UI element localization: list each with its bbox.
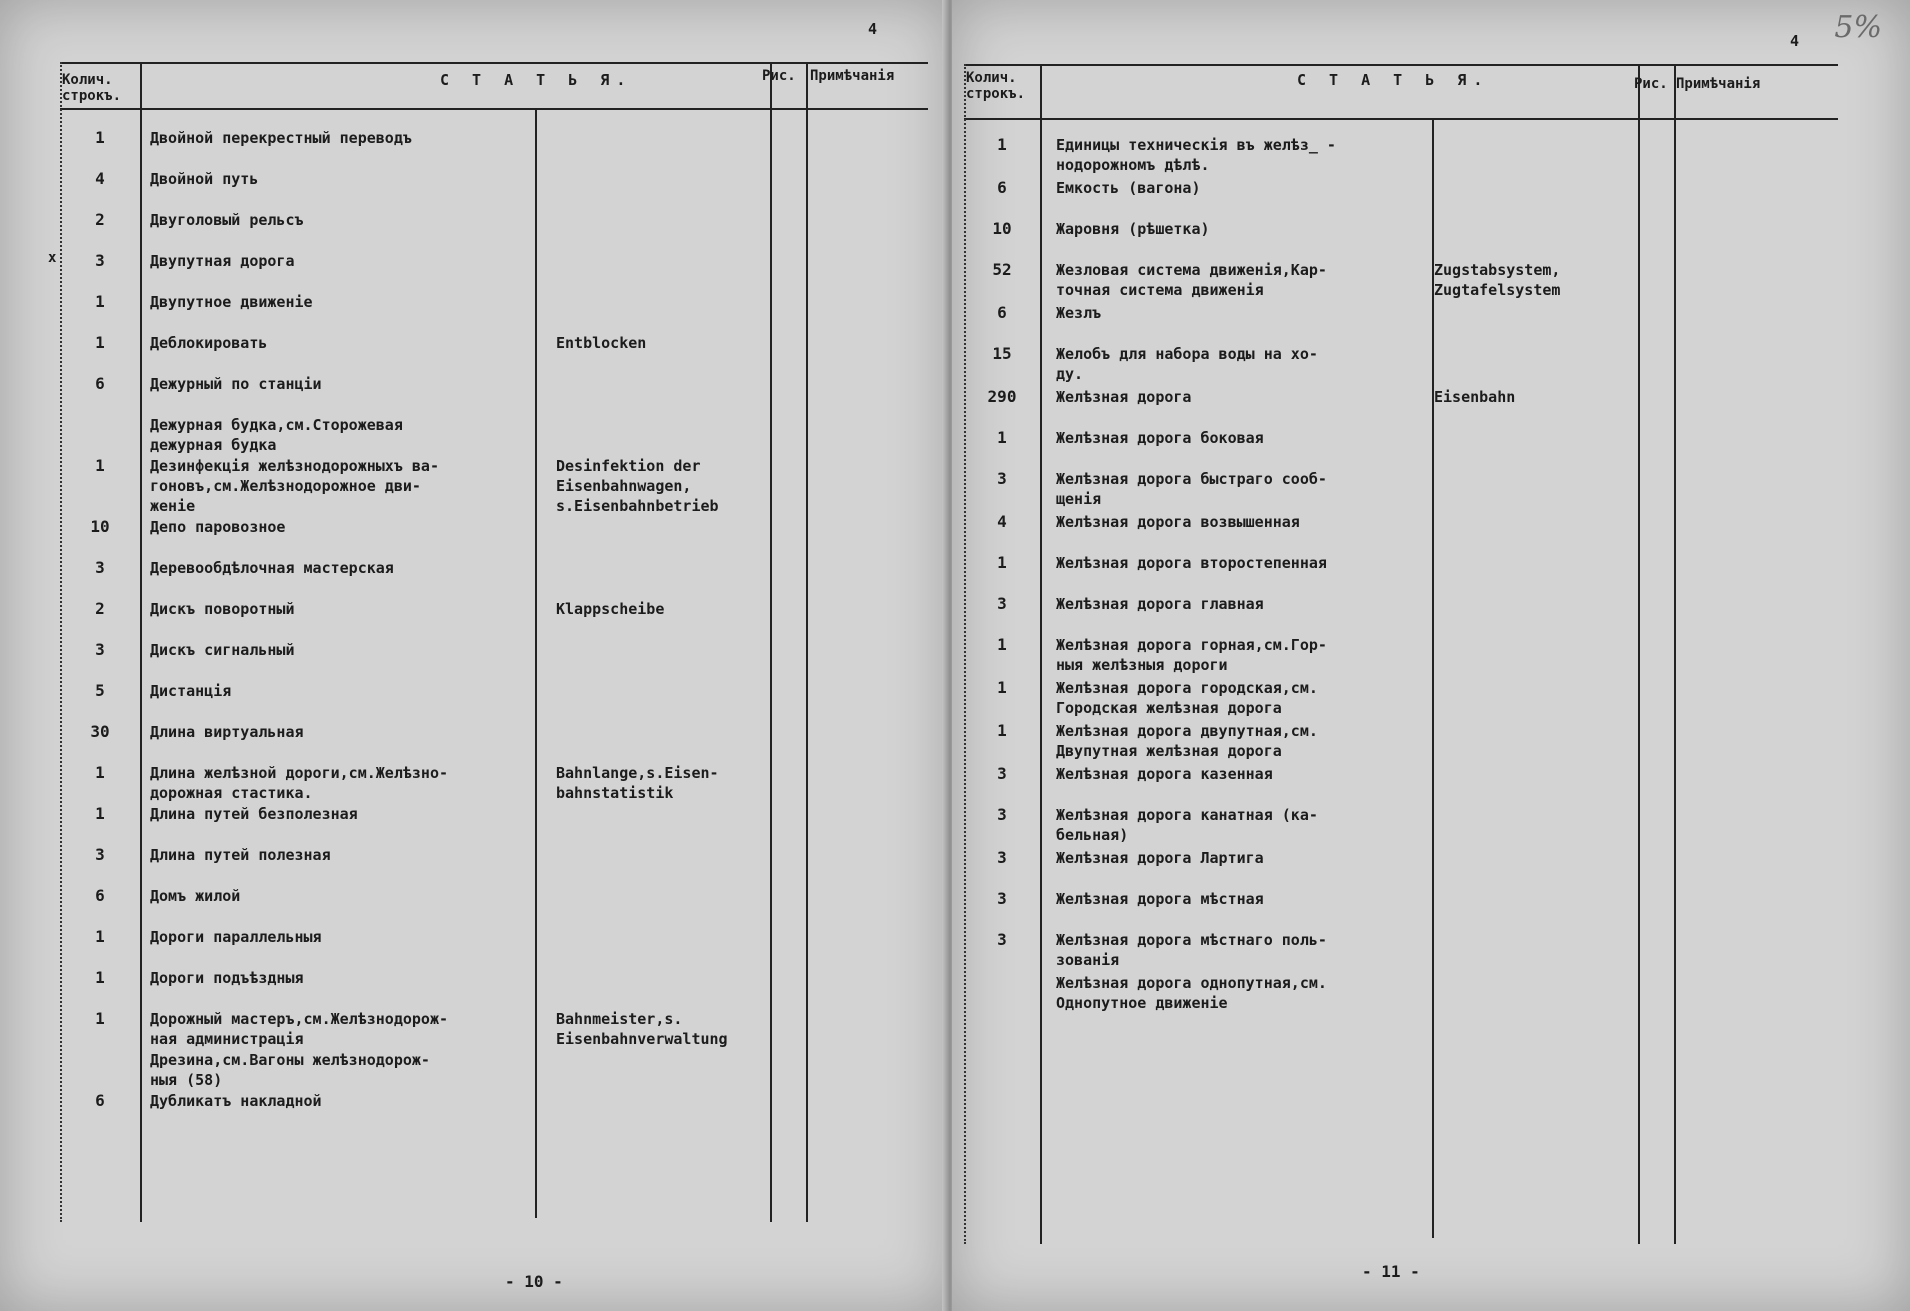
row-german: Desinfektion der Eisenbahnwagen, s.Eisenbahnbetrieb <box>556 457 719 515</box>
table-row <box>0 517 950 558</box>
left-header-article: С Т А Т Ь Я. <box>440 71 633 89</box>
table-row <box>952 678 1910 721</box>
table-row <box>0 845 950 886</box>
table-row <box>0 456 950 517</box>
row-article: Желѣзная дорога канатная (ка- бельная) <box>1056 806 1318 844</box>
row-count: 2 <box>95 210 105 229</box>
row-article: Дискъ сигнальный <box>150 641 295 659</box>
table-row <box>0 333 950 374</box>
row-article: Емкость (вагона) <box>1056 179 1201 197</box>
table-row <box>952 805 1910 848</box>
row-german: Eisenbahn <box>1434 388 1516 406</box>
row-article: Деревообдѣлочная мастерская <box>150 559 394 577</box>
row-article: Желѣзная дорога второстепенная <box>1056 554 1327 572</box>
row-article: Желѣзная дорога однопутная,см. Однопутное движеніе <box>1056 974 1327 1012</box>
row-count: 1 <box>95 456 105 475</box>
row-article: Дежурная будка,см.Сторожевая дежурная будка <box>150 416 403 454</box>
row-article: Двойной перекрестный переводъ <box>150 129 412 147</box>
row-article: Желѣзная дорога городская,см. Городская желѣзная дорога <box>1056 679 1318 717</box>
row-count: 1 <box>95 804 105 823</box>
row-article: Дежурный по станціи <box>150 375 322 393</box>
row-count: 1 <box>997 135 1007 154</box>
row-article: Желѣзная дорога боковая <box>1056 429 1264 447</box>
left-header-notes: Примѣчанія <box>810 68 895 84</box>
row-count: 3 <box>95 251 105 270</box>
row-article: Желѣзная дорога мѣстная <box>1056 890 1264 908</box>
table-row <box>0 169 950 210</box>
left-margin-mark: x <box>48 250 57 266</box>
row-count: 3 <box>997 594 1007 613</box>
row-count: 3 <box>997 805 1007 824</box>
row-count: 1 <box>95 968 105 987</box>
row-count: 1 <box>95 128 105 147</box>
row-german: Bahnmeister,s. Eisenbahnverwaltung <box>556 1010 728 1048</box>
table-row <box>952 973 1910 1016</box>
row-article: Дрезина,см.Вагоны желѣзнодорож- ныя (58) <box>150 1051 430 1089</box>
row-german: Entblocken <box>556 334 647 352</box>
row-article: Домъ жилой <box>150 887 241 905</box>
row-count: 1 <box>997 428 1007 447</box>
row-count: 6 <box>997 178 1007 197</box>
left-top-page-number: 4 <box>868 20 878 38</box>
table-row <box>952 930 1910 973</box>
row-count: 1 <box>95 763 105 782</box>
row-count: 6 <box>95 886 105 905</box>
row-count: 4 <box>95 169 105 188</box>
row-article: Деблокировать <box>150 334 268 352</box>
row-article: Желѣзная дорога двупутная,см. Двупутная желѣзная дорога <box>1056 722 1318 760</box>
table-row <box>952 512 1910 553</box>
table-row <box>952 260 1910 303</box>
row-count: 6 <box>997 303 1007 322</box>
table-row <box>0 722 950 763</box>
row-article: Двупутная дорога <box>150 252 295 270</box>
row-count: 1 <box>997 721 1007 740</box>
row-german: Zugstabsystem, Zugtafelsystem <box>1434 261 1561 299</box>
row-count: 3 <box>997 889 1007 908</box>
row-article: Дорожный мастеръ,см.Желѣзнодорож- ная администрація <box>150 1010 449 1048</box>
left-folio: - 10 - <box>505 1272 563 1291</box>
row-article: Дезинфекція желѣзнодорожныхъ ва- гоновъ,см.Желѣзнодорожное дви- женіе <box>150 457 439 515</box>
row-count: 6 <box>95 374 105 393</box>
row-count: 3 <box>95 558 105 577</box>
row-article: Желобъ для набора воды на хо- ду. <box>1056 345 1318 383</box>
right-page <box>952 0 1910 1311</box>
row-german: Bahnlange,s.Eisen- bahnstatistik <box>556 764 719 802</box>
row-count: 3 <box>997 764 1007 783</box>
table-row <box>0 681 950 722</box>
row-article: Длина путей безполезная <box>150 805 358 823</box>
row-article: Длина виртуальная <box>150 723 304 741</box>
table-row <box>0 128 950 169</box>
table-row <box>0 251 950 292</box>
table-row <box>952 848 1910 889</box>
row-german: Klappscheibe <box>556 600 665 618</box>
table-row <box>0 968 950 1009</box>
left-header-top-rule <box>60 62 928 64</box>
row-count: 52 <box>992 260 1012 279</box>
row-article: Желѣзная дорога возвышенная <box>1056 513 1300 531</box>
row-count: 1 <box>95 927 105 946</box>
table-row <box>0 1050 950 1091</box>
table-row <box>0 927 950 968</box>
table-row <box>952 594 1910 635</box>
row-count: 3 <box>997 848 1007 867</box>
table-row <box>952 635 1910 678</box>
table-row <box>952 344 1910 387</box>
row-article: Двуголовый рельсъ <box>150 211 304 229</box>
row-article: Желѣзная дорога горная,см.Гор- ныя желѣзныя дороги <box>1056 636 1327 674</box>
row-count: 15 <box>992 344 1012 363</box>
table-row <box>0 763 950 804</box>
row-article: Жаровня (рѣшетка) <box>1056 220 1210 238</box>
right-header-count: Колич. строкъ. <box>966 70 1026 102</box>
row-count: 1 <box>95 333 105 352</box>
right-header-top-rule <box>964 64 1838 66</box>
row-count: 6 <box>95 1091 105 1110</box>
table-row <box>952 721 1910 764</box>
row-count: 4 <box>997 512 1007 531</box>
table-row <box>0 640 950 681</box>
table-row <box>952 219 1910 260</box>
table-row <box>0 292 950 333</box>
table-row <box>952 135 1910 178</box>
table-row <box>0 558 950 599</box>
row-article: Желѣзная дорога <box>1056 388 1192 406</box>
row-article: Депо паровозное <box>150 518 286 536</box>
left-page <box>0 0 950 1311</box>
table-row <box>0 804 950 845</box>
row-article: Дистанція <box>150 682 232 700</box>
row-article: Длина путей полезная <box>150 846 331 864</box>
table-row <box>0 599 950 640</box>
row-article: Дубликатъ накладной <box>150 1092 322 1110</box>
table-row <box>0 886 950 927</box>
row-count: 10 <box>992 219 1012 238</box>
row-count: 1 <box>95 292 105 311</box>
row-count: 1 <box>997 635 1007 654</box>
row-article: Желѣзная дорога мѣстнаго поль- зованія <box>1056 931 1327 969</box>
right-header-fig: Рис. <box>1634 76 1668 92</box>
row-count: 290 <box>987 387 1017 406</box>
row-article: Жезловая система движенія,Кар- точная система движенія <box>1056 261 1327 299</box>
table-row <box>952 178 1910 219</box>
left-header-count: Колич. строкъ. <box>62 72 122 104</box>
row-count: 5 <box>95 681 105 700</box>
row-article: Дороги параллельныя <box>150 928 322 946</box>
table-row <box>952 764 1910 805</box>
row-article: Двупутное движеніе <box>150 293 313 311</box>
row-count: 3 <box>95 845 105 864</box>
row-count: 1 <box>95 1009 105 1028</box>
row-count: 1 <box>997 678 1007 697</box>
row-count: 3 <box>997 469 1007 488</box>
row-count: 10 <box>90 517 110 536</box>
right-folio: - 11 - <box>1362 1262 1420 1281</box>
table-row <box>952 303 1910 344</box>
table-row <box>952 428 1910 469</box>
row-count: 1 <box>997 553 1007 572</box>
right-header-bottom-rule <box>964 118 1838 120</box>
archive-stamp: 5% <box>1834 10 1882 45</box>
row-article: Желѣзная дорога Лартига <box>1056 849 1264 867</box>
row-count: 30 <box>90 722 110 741</box>
left-header-fig: Рис. <box>762 68 796 84</box>
row-article: Единицы техническія въ желѣз_ - нодорожномъ дѣлѣ. <box>1056 136 1336 174</box>
row-article: Желѣзная дорога казенная <box>1056 765 1273 783</box>
row-article: Желѣзная дорога быстраго сооб- щенія <box>1056 470 1327 508</box>
table-row <box>0 1009 950 1050</box>
table-row <box>952 469 1910 512</box>
row-article: Жезлъ <box>1056 304 1102 322</box>
row-count: 2 <box>95 599 105 618</box>
row-article: Желѣзная дорога главная <box>1056 595 1264 613</box>
row-article: Дискъ поворотный <box>150 600 295 618</box>
table-row <box>0 374 950 415</box>
right-header-notes: Примѣчанія <box>1676 76 1761 92</box>
table-row <box>952 889 1910 930</box>
row-count: 3 <box>997 930 1007 949</box>
row-article: Двойной путь <box>150 170 259 188</box>
table-row <box>952 387 1910 428</box>
table-row <box>0 415 950 456</box>
left-header-bottom-rule <box>60 108 928 110</box>
right-top-page-number: 4 <box>1790 32 1800 50</box>
row-count: 3 <box>95 640 105 659</box>
row-article: Дороги подъѣздныя <box>150 969 304 987</box>
row-article: Длина желѣзной дороги,см.Желѣзно- дорожная стастика. <box>150 764 449 802</box>
table-row <box>952 553 1910 594</box>
right-header-article: С Т А Т Ь Я. <box>1297 71 1490 89</box>
table-row <box>0 210 950 251</box>
table-row <box>0 1091 950 1132</box>
